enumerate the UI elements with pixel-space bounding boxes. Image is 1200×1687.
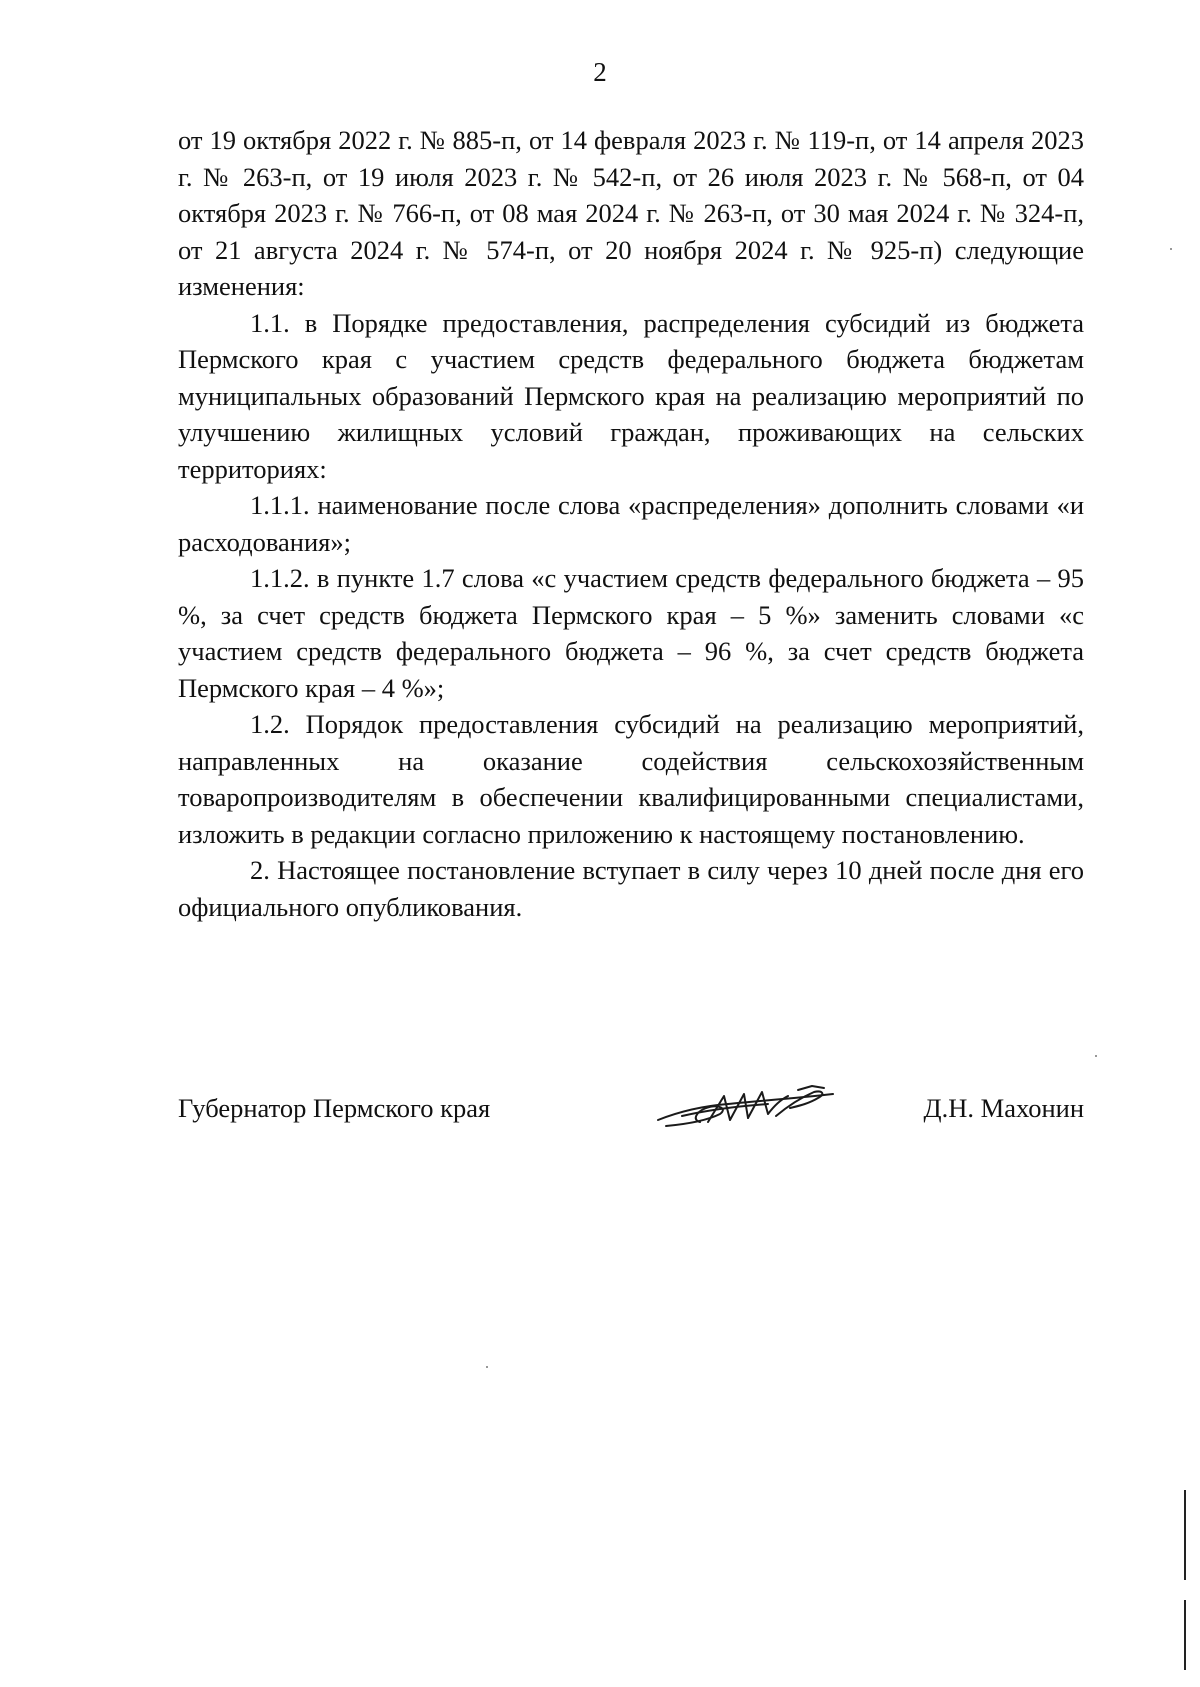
paragraph-1-1-1: 1.1.1. наименование после слова «распределения» дополнить словами «и расходования»;	[178, 490, 1084, 557]
scan-speck	[1095, 1055, 1097, 1057]
handwritten-signature	[648, 1076, 848, 1138]
scan-speck	[1170, 248, 1172, 250]
scan-speck	[486, 1366, 488, 1368]
paragraph-2: 2. Настоящее постановление вступает в силу через 10 дней после дня его официального опубликования.	[178, 855, 1084, 922]
signer-name: Д.Н. Махонин	[923, 1093, 1084, 1123]
scan-edge-mark	[1184, 1600, 1186, 1670]
paragraph-1-1-2: 1.1.2. в пункте 1.7 слова «с участием средств федерального бюджета – 95 %, за счет средств бюджета Пермского края – 5 %» заменить словами «с участием средств федерального бюджета – 96 %, за счет средств бюджета Пермского края – 4 %»;	[178, 563, 1084, 703]
paragraph-1-2: 1.2. Порядок предоставления субсидий на реализацию мероприятий, направленных на оказание содействия сельскохозяйственным товаропроизводителям в обеспечении квалифицированными специалистами, изложить в редакции согласно приложению к настоящему постановлению.	[178, 709, 1084, 849]
scan-edge-mark	[1184, 1490, 1186, 1580]
paragraph-1-1: 1.1. в Порядке предоставления, распределения субсидий из бюджета Пермского края с участием средств федерального бюджета бюджетам муниципальных образований Пермского края на реализацию мероприятий по улучшению жилищных условий граждан, проживающих на сельских территориях:	[178, 307, 1084, 484]
page-number: 2	[593, 57, 607, 87]
paragraph-intro: от 19 октября 2022 г. № 885-п, от 14 февраля 2023 г. № 119-п, от 14 апреля 2023 г. № 263-п, от 19 июля 2023 г. № 542-п, от 26 июля 2023 г. № 568-п, от 04 октября 2023 г. № 766-п, от 08 мая 2024 г. № 263-п, от 30 мая 2024 г. № 324-п, от 21 августа 2024 г. № 574-п, от 20 ноября 2024 г. № 925-п) следующие изменения:	[178, 125, 1084, 301]
signature-block	[178, 1090, 1084, 1140]
signer-position: Губернатор Пермского края	[178, 1093, 491, 1123]
document-body	[178, 122, 1084, 925]
